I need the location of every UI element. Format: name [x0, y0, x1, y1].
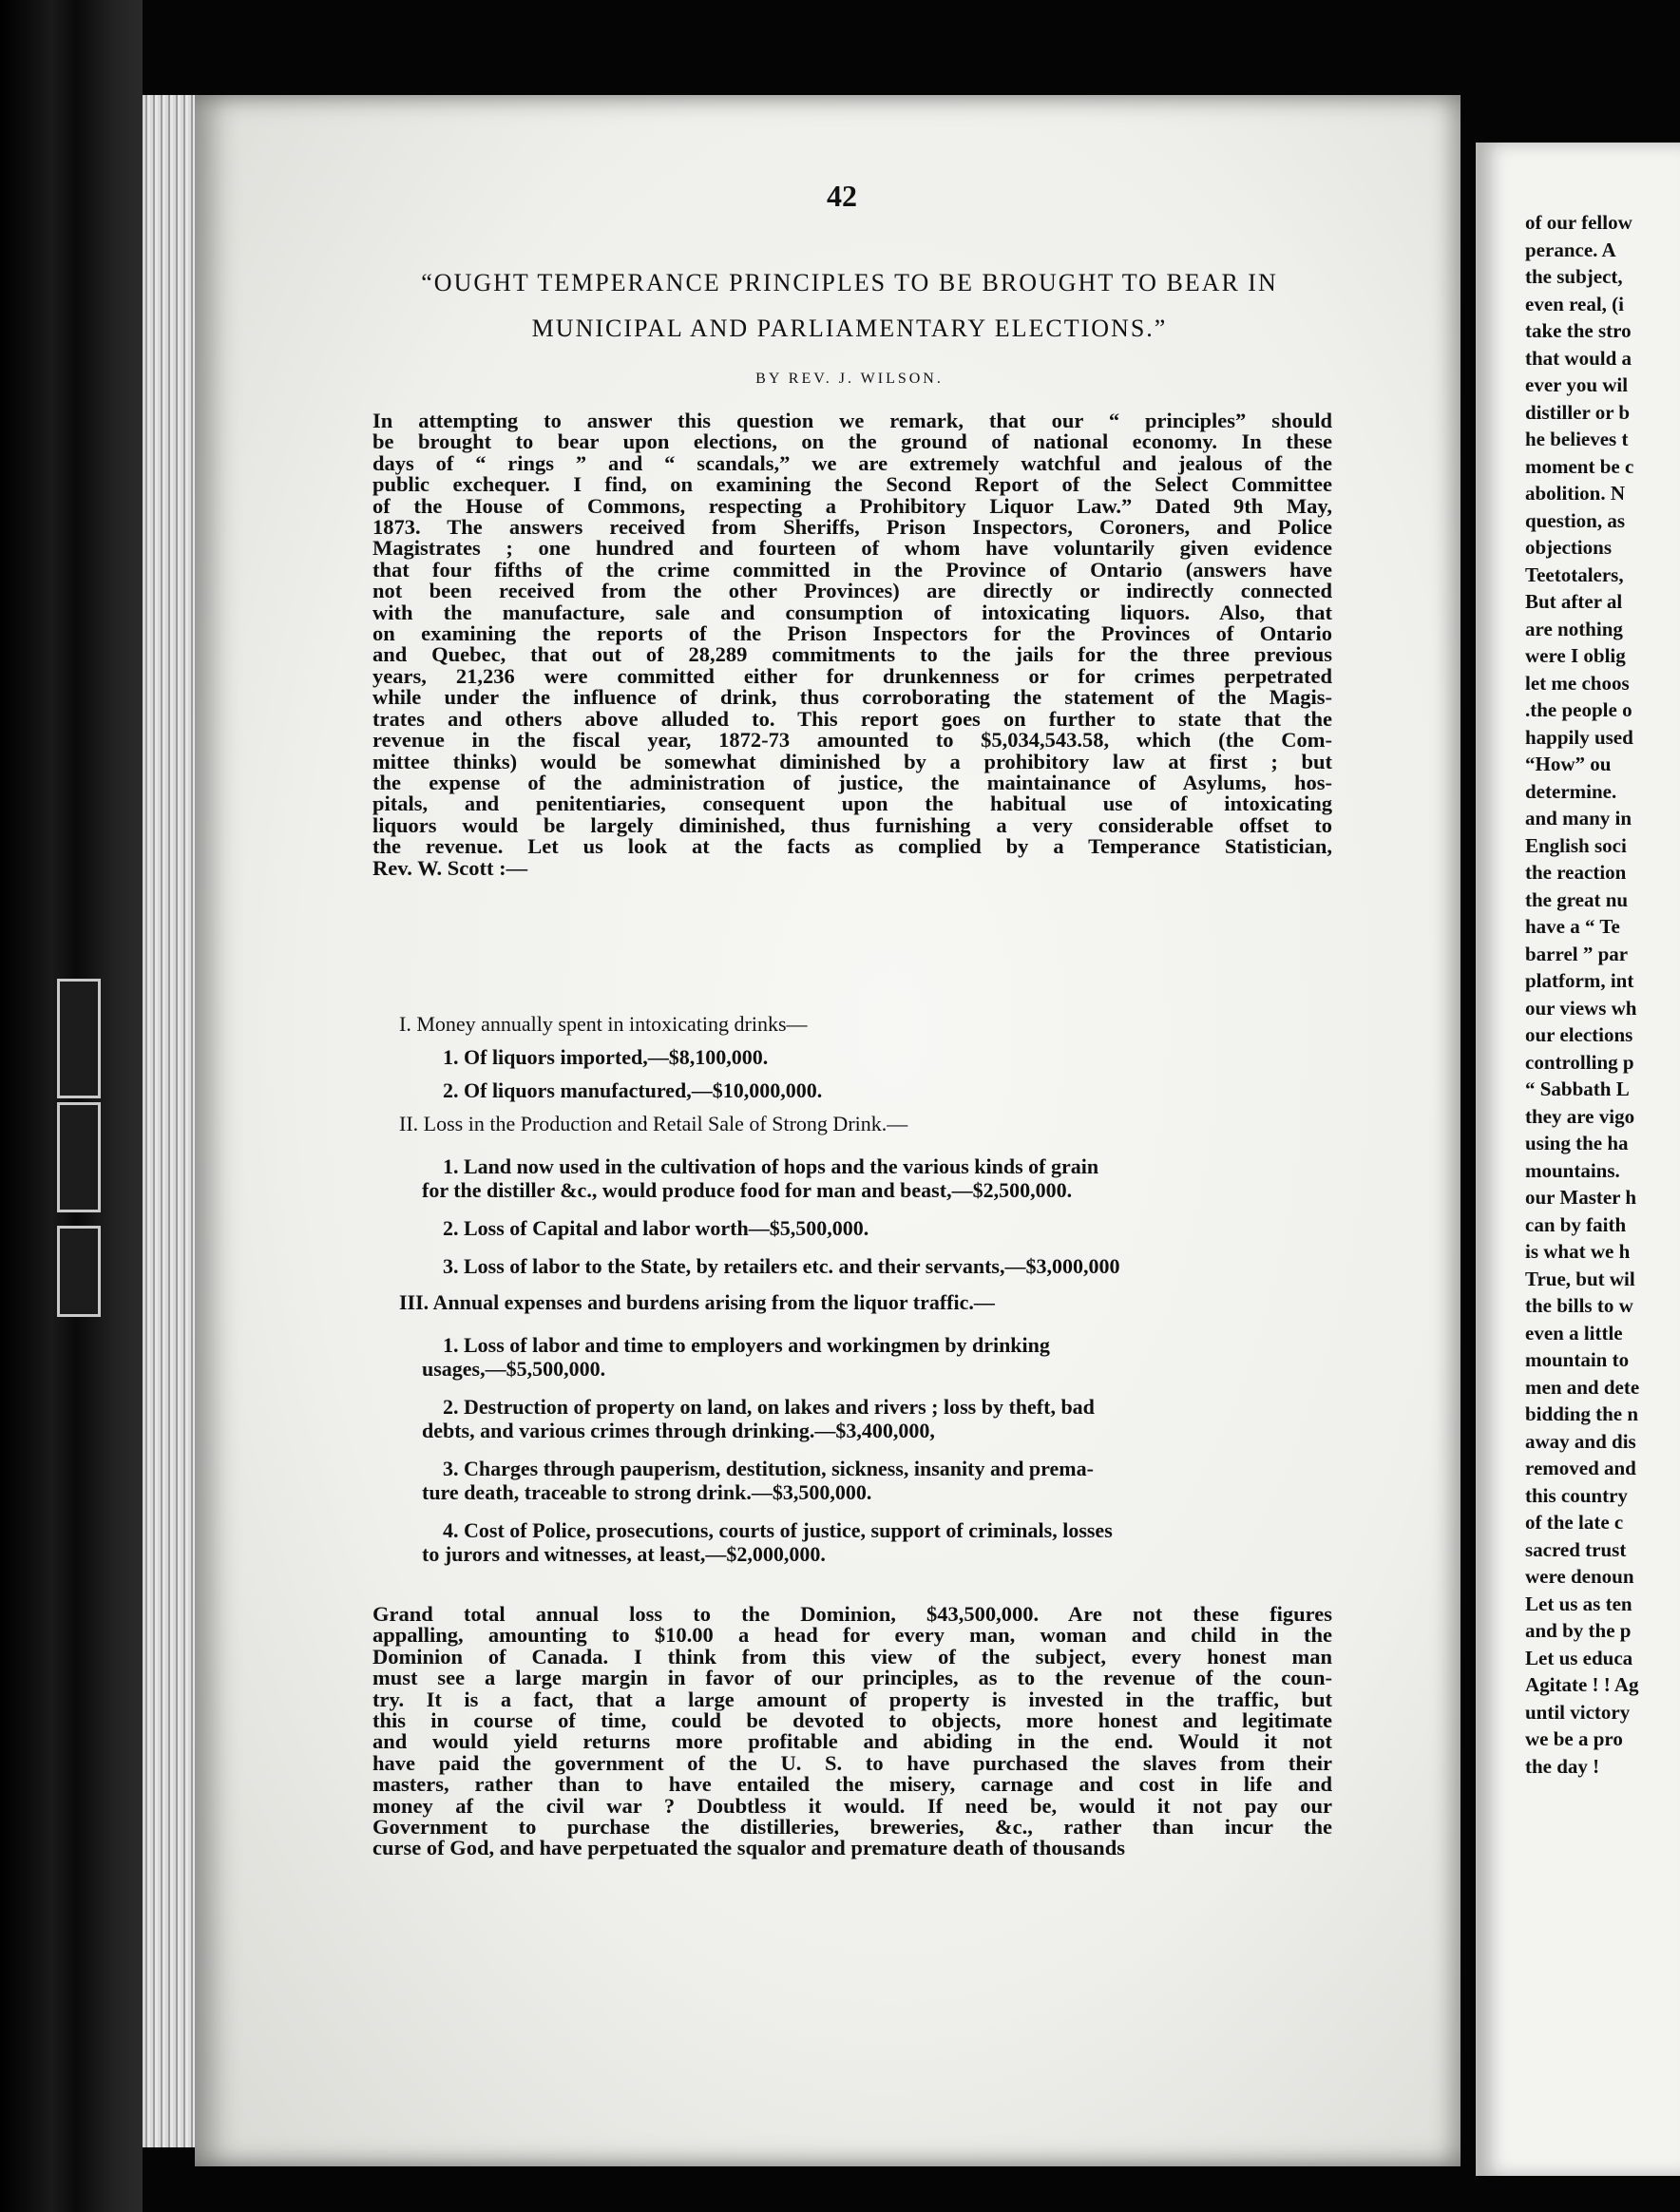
text-line: Grand total annual loss to the Dominion, $43,500,000. Are not these figures: [372, 1602, 1332, 1626]
text-line: pitals, and penitentiaries, consequent upon the habitual use of intoxicating: [372, 791, 1332, 816]
text-line: appalling, amounting to $10.00 a head for every man, woman and child in the: [372, 1623, 1332, 1648]
list-heading: III. Annual expenses and burdens arising from the liquor traffic.—: [399, 1290, 995, 1314]
right-page-line: take the stro: [1525, 319, 1632, 342]
right-page-line: the bills to w: [1525, 1294, 1633, 1317]
right-page-line: controlling p: [1525, 1050, 1634, 1074]
text-line: of the House of Commons, respecting a Prohibitory Liquor Law.” Dated 9th May,: [372, 493, 1332, 518]
right-page-line: our views wh: [1525, 996, 1637, 1020]
text-line: while under the influence of drink, thus corroborating the statement of the Magis-: [372, 685, 1332, 710]
right-page-line: abolition. N: [1525, 482, 1626, 505]
right-page-line: objections: [1525, 536, 1612, 559]
right-page-line: we be a pro: [1525, 1727, 1623, 1750]
right-page-line: have a “ Te: [1525, 915, 1620, 938]
page-number: 42: [827, 179, 857, 213]
right-page-line: this country: [1525, 1483, 1628, 1507]
right-page-line: removed and: [1525, 1457, 1636, 1479]
text-line: Rev. W. Scott :—: [372, 855, 528, 880]
text-line: revenue in the fiscal year, 1872-73 amounted to $5,034,543.58, which (the Com-: [372, 728, 1332, 753]
right-page-line: is what we h: [1525, 1240, 1631, 1263]
title-line: MUNICIPAL AND PARLIAMENTARY ELECTIONS.”: [531, 315, 1168, 342]
list-item: 1. Loss of labor and time to employers and workingmen by drinking: [443, 1333, 1050, 1357]
text-line: on examining the reports of the Prison Inspectors for the Provinces of Ontario: [372, 621, 1332, 646]
text-line: the revenue. Let us look at the facts as complied by a Temperance Statistician,: [372, 834, 1332, 859]
article-title: [365, 260, 1334, 352]
list-item: 2. Loss of Capital and labor worth—$5,500,000.: [443, 1216, 869, 1240]
right-page-line: even a little: [1525, 1321, 1623, 1344]
list-item: 1. Of liquors imported,—$8,100,000.: [443, 1045, 769, 1069]
text-line: must see a large margin in favor of our principles, as to the revenue of the coun-: [372, 1666, 1332, 1690]
right-page-line: mountain to: [1525, 1348, 1630, 1371]
list-item: 2. Of liquors manufactured,—$10,000,000.: [443, 1078, 823, 1102]
right-page-line: let me choos: [1525, 671, 1630, 695]
right-page-line: using the ha: [1525, 1132, 1629, 1154]
text-line: Government to purchase the distilleries, breweries, &c., rather than incur the: [372, 1815, 1332, 1840]
right-page-line: perance. A: [1525, 238, 1616, 261]
list-item: usages,—$5,500,000.: [422, 1357, 606, 1381]
spine-label-tab: [57, 979, 101, 1098]
text-line: and Quebec, that out of 28,289 commitments to the jails for the three previous: [372, 642, 1332, 667]
right-page-line: they are vigo: [1525, 1104, 1635, 1128]
text-line: and would yield returns more profitable and abiding in the end. Would it not: [372, 1729, 1332, 1754]
title-line: “OUGHT TEMPERANCE PRINCIPLES TO BE BROUGHT TO BEAR IN: [421, 269, 1278, 296]
text-line: with the manufacture, sale and consumption of intoxicating liquors. Also, that: [372, 600, 1332, 624]
right-page-line: and by the p: [1525, 1619, 1632, 1642]
list-item: 3. Charges through pauperism, destitution, sickness, insanity and prema-: [443, 1457, 1094, 1480]
right-page-line: until victory: [1525, 1700, 1631, 1724]
right-page-line: determine.: [1525, 779, 1617, 803]
text-line: be brought to bear upon elections, on the ground of national economy. In these: [372, 429, 1332, 454]
list-item: 2. Destruction of property on land, on lakes and rivers ; loss by theft, bad: [443, 1395, 1095, 1419]
right-page-line: ever you wil: [1525, 373, 1629, 396]
right-page-line: But after al: [1525, 590, 1623, 613]
text-line: have paid the government of the U. S. to have purchased the slaves from their: [372, 1750, 1332, 1775]
right-page-line: the day !: [1525, 1754, 1600, 1778]
right-page-line: platform, int: [1525, 969, 1634, 992]
list-item: debts, and various crimes through drinking.—$3,400,000,: [422, 1419, 935, 1442]
right-page-line: the subject,: [1525, 265, 1623, 288]
intro-paragraph: [372, 410, 1332, 879]
text-line: try. It is a fact, that a large amount of property is invested in the traffic, but: [372, 1687, 1332, 1711]
spine-label-tab: [57, 1226, 101, 1317]
list-item: 3. Loss of labor to the State, by retailers etc. and their servants,—$3,000,000: [443, 1254, 1120, 1278]
text-line: this in course of time, could be devoted to objects, more honest and legitimate: [372, 1708, 1332, 1733]
right-page-line: he believes t: [1525, 428, 1629, 450]
text-line: the expense of the administration of justice, the maintainance of Asylums, hos-: [372, 770, 1332, 794]
text-line: money af the civil war ? Doubtless it would. If need be, would it not pay our: [372, 1793, 1332, 1818]
text-line: years, 21,236 were committed either for drunkenness or for crimes perpetrated: [372, 663, 1332, 688]
right-page-line: the great nu: [1525, 887, 1629, 911]
byline: BY REV. J. WILSON.: [755, 371, 944, 387]
right-page-line: are nothing: [1525, 617, 1623, 640]
text-line: In attempting to answer this question we remark, that our “ principles” should: [372, 409, 1332, 432]
right-page-line: Let us educa: [1525, 1646, 1633, 1669]
right-page-line: mountains.: [1525, 1158, 1620, 1182]
right-page-line: Agitate ! ! Ag: [1525, 1673, 1639, 1696]
right-page-line: that would a: [1525, 346, 1632, 370]
right-page-line: men and dete: [1525, 1375, 1640, 1399]
right-page-line: True, but wil: [1525, 1267, 1635, 1290]
right-page-line: were I oblig: [1525, 644, 1626, 667]
text-line: liquors would be largely diminished, thus furnishing a very considerable offset to: [372, 812, 1332, 837]
list-heading: I. Money annually spent in intoxicating drinks—: [399, 1012, 808, 1036]
right-page-line: of our fellow: [1525, 211, 1632, 234]
right-page-line: sacred trust: [1525, 1537, 1627, 1561]
right-page-line: can by faith: [1525, 1212, 1627, 1236]
list-item: for the distiller &c., would produce food for man and beast,—$2,500,000.: [422, 1178, 1073, 1202]
right-page-line: were denoun: [1525, 1565, 1634, 1588]
right-page-line: of the late c: [1525, 1511, 1624, 1534]
right-page-line: “How” ou: [1525, 753, 1612, 775]
text-line: masters, rather than to have entailed the misery, carnage and cost in life and: [372, 1772, 1332, 1797]
right-page-line: happily used: [1525, 725, 1633, 749]
text-line: curse of God, and have perpetuated the squalor and premature death of thousands: [372, 1836, 1125, 1860]
list-item: 1. Land now used in the cultivation of hops and the various kinds of grain: [443, 1154, 1099, 1178]
text-line: trates and others above alluded to. This report goes on further to state that the: [372, 706, 1332, 731]
text-line: days of “ rings ” and “ scandals,” we are extremely watchful and jealous of the: [372, 450, 1332, 475]
right-page-line: Teetotalers,: [1525, 563, 1624, 586]
spine-label-tab: [57, 1102, 101, 1212]
right-page-line: distiller or b: [1525, 400, 1631, 424]
right-page-line: Let us as ten: [1525, 1592, 1632, 1615]
text-line: public exchequer. I find, on examining the Second Report of the Select Committee: [372, 472, 1332, 497]
right-page-line: English soci: [1525, 833, 1627, 857]
right-page-line: .the people o: [1525, 698, 1632, 721]
right-page-line: bidding the n: [1525, 1402, 1639, 1425]
text-line: 1873. The answers received from Sheriffs, Prison Inspectors, Coroners, and Police: [372, 515, 1332, 540]
text-line: that four fifths of the crime committed in the Province of Ontario (answers have: [372, 557, 1332, 582]
list-item: to jurors and witnesses, at least,—$2,000,000.: [422, 1542, 826, 1566]
text-line: Dominion of Canada. I think from this view of the subject, every honest man: [372, 1644, 1332, 1669]
text-line: Magistrates ; one hundred and fourteen of whom have voluntarily given evidence: [372, 536, 1332, 561]
list-heading: II. Loss in the Production and Retail Sale of Strong Drink.—: [399, 1112, 908, 1135]
right-page-text: [1525, 209, 1680, 1780]
right-page: [1476, 143, 1680, 2176]
right-page-line: away and dis: [1525, 1429, 1636, 1453]
book-binding: [0, 0, 143, 2212]
right-page-line: our Master h: [1525, 1186, 1637, 1209]
right-page-line: and many in: [1525, 807, 1632, 830]
right-page-line: “ Sabbath L: [1525, 1077, 1630, 1100]
text-line: not been received from the other Provinces) are directly or indirectly connected: [372, 579, 1332, 603]
right-page-line: barrel ” par: [1525, 942, 1629, 965]
closing-paragraph: [372, 1604, 1332, 1859]
right-page-line: question, as: [1525, 508, 1626, 532]
right-page-line: even real, (i: [1525, 292, 1624, 315]
list-item: 4. Cost of Police, prosecutions, courts of justice, support of criminals, losses: [443, 1518, 1113, 1542]
text-line: mittee thinks) would be somewhat diminished by a prohibitory law at first ; but: [372, 749, 1332, 773]
right-page-line: the reaction: [1525, 861, 1627, 884]
right-page-line: our elections: [1525, 1023, 1633, 1046]
page-edges: [143, 95, 200, 2147]
right-page-line: moment be c: [1525, 454, 1634, 478]
list-item: ture death, traceable to strong drink.—$3,500,000.: [422, 1480, 872, 1504]
